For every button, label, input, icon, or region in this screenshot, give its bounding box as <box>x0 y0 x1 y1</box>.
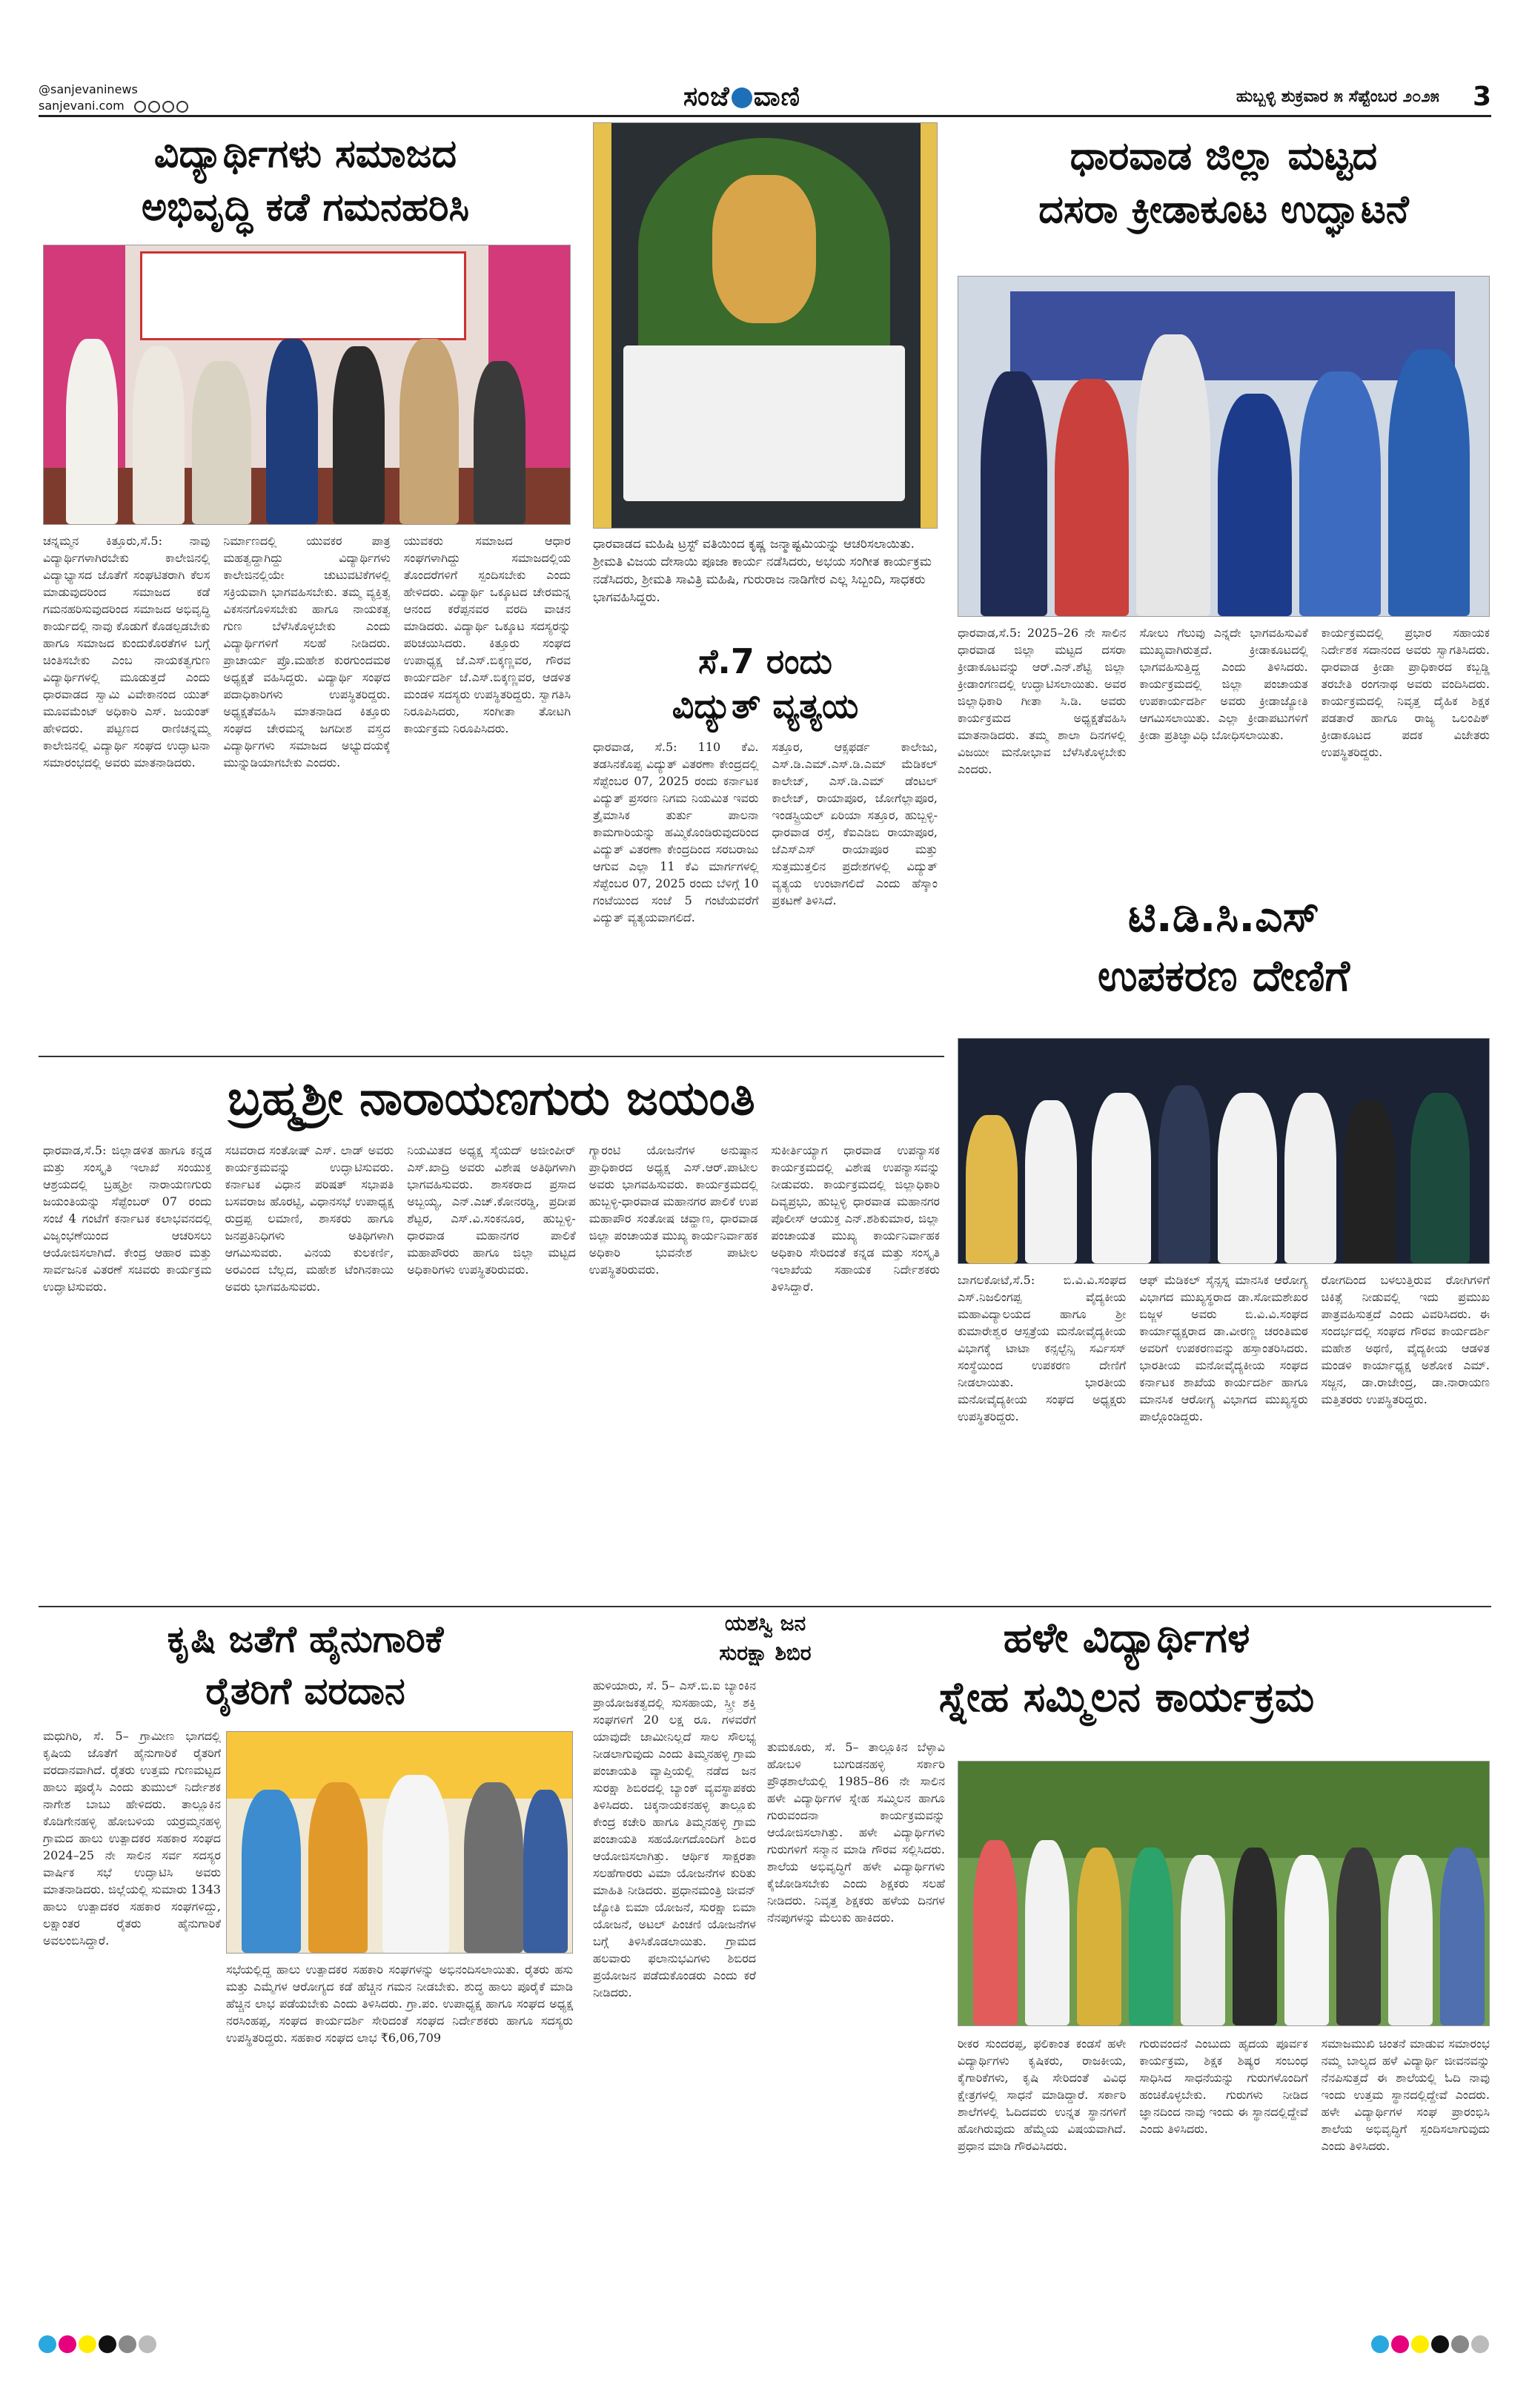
registration-dot <box>1431 2335 1449 2353</box>
registration-dot <box>1411 2335 1429 2353</box>
story6-col4: ಗ್ಯಾರಂಟಿ ಯೋಜನೆಗಳ ಅನುಷ್ಠಾನ ಪ್ರಾಧಿಕಾರದ ಅಧ್ಯಕ್ಷ ಎಸ್.ಆರ್.ಪಾಟೀಲ ಅವರು ಭಾಗವಹಿಸುವರು. ಕಾರ್ಯಕ್ರಮದಲ್ಲಿ ಹುಬ್ಬಳ್ಳಿ-ಧಾರವಾಡ ಮಹಾನಗರ ಪಾಲಿಕೆ ಉಪ ಮಹಾಪೌರ ಸಂತೋಷ ಚವ್ಹಾಣ, ಧಾರವಾಡ ಜಿಲ್ಲಾ ಪಂಚಾಯತ ಮುಖ್ಯ ಕಾರ್ಯನಿರ್ವಾಹಕ ಅಧಿಕಾರಿ ಭುವನೇಶ ಪಾಟೀಲ ಉಪಸ್ಥಿತರಿರುವರು. <box>588 1143 758 1277</box>
story9-col2: ರೀಕರ ಸುಂದರಪ್ಪ, ಫಲಿಕಾಂತ ಕಂಡಸೆ ಹಳೇ ವಿದ್ಯಾರ್ಥಿಗಳು ಕೃಷಿಕರು, ರಾಜಕೀಯ, ಕೈಗಾರಿಕೆಗಳು, ಕೃಷಿ ಸೇರಿದಂತೆ ವಿವಿಧ ಕ್ಷೇತ್ರಗಳಲ್ಲಿ ಸಾಧನೆ ಮಾಡಿದ್ದಾರೆ. ಸರ್ಕಾರಿ ಶಾಲೆಗಳಲ್ಲಿ ಓದಿದವರು ಉನ್ನತ ಸ್ಥಾನಗಳಿಗೆ ಹೋಗಿರುವುದು ಹೆಮ್ಮೆಯ ವಿಷಯವಾಗಿದೆ. ಪ್ರಧಾನ ಮಾಡಿ ಗೌರವಿಸಿದರು. <box>958 2037 1127 2153</box>
divider <box>39 1606 1491 1607</box>
story9-col1: ತುಮಕೂರು, ಸೆ. 5– ತಾಲ್ಲೂಕಿನ ಬೆಳ್ಳಾವಿ ಹೋಬಳಿ ಬುಗುಡನಹಳ್ಳಿ ಸರ್ಕಾರಿ ಪ್ರೌಢಶಾಲೆಯಲ್ಲಿ 1985–86 ನೇ ಸಾಲಿನ ಹಳೇ ವಿದ್ಯಾರ್ಥಿಗಳ ಸ್ನೇಹ ಸಮ್ಮಿಲನ ಹಾಗೂ ಗುರುವಂದನಾ ಕಾರ್ಯಕ್ರಮವನ್ನು ಆಯೋಜಿಸಲಾಗಿತ್ತು. ಹಳೇ ವಿದ್ಯಾರ್ಥಿಗಳು ಗುರುಗಳಿಗೆ ಸನ್ಮಾನ ಮಾಡಿ ಗೌರವ ಸಲ್ಲಿಸಿದರು. ಶಾಲೆಯ ಅಭಿವೃದ್ಧಿಗೆ ಹಳೇ ವಿದ್ಯಾರ್ಥಿಗಳು ಕೈಜೋಡಿಸಬೇಕು ಎಂದು ಶಿಕ್ಷಕರು ಸಲಹೆ ನೀಡಿದರು. ನಿವೃತ್ತ ಶಿಕ್ಷಕರು ಹಳೆಯ ದಿನಗಳ ನೆನಪುಗಳನ್ನು ಮೆಲುಕು ಹಾಕಿದರು. <box>767 1740 945 1925</box>
headline-dasara-sports: ಧಾರವಾಡ ಜಿಲ್ಲಾ ಮಟ್ಟದ ದಸರಾ ಕ್ರೀಡಾಕೂಟ ಉದ್ಘಾಟನೆ <box>1038 134 1409 232</box>
photo-dasara-sports <box>958 276 1490 617</box>
registration-dot <box>79 2335 96 2353</box>
globe-icon <box>732 87 752 108</box>
registration-dot <box>99 2335 116 2353</box>
story3-col1: ಧಾರವಾಡ, ಸೆ.5: 110 ಕೆವಿ. ತಡಸಿನಕೊಪ್ಪ ವಿದ್ಯುತ್ ವಿತರಣಾ ಕೇಂದ್ರದಲ್ಲಿ ಸೆಪ್ಟೆಂಬರ 07, 2025 ರಂದು ಕರ್ನಾಟಕ ವಿದ್ಯುತ್ ಪ್ರಸರಣ ನಿಗಮ ನಿಯಮಿತ ಇವರು ತ್ರೈಮಾಸಿಕ ತುರ್ತು ಪಾಲನಾ ಕಾಮಗಾರಿಯನ್ನು ಹಮ್ಮಿಕೊಂಡಿರುವುದರಿಂದ ವಿದ್ಯುತ್ ವಿತರಣಾ ಕೇಂದ್ರದಿಂದ ಸರಬರಾಜು ಆಗುವ ಎಲ್ಲಾ 11 ಕೆವಿ ಮಾರ್ಗಗಳಲ್ಲಿ ಸೆಪ್ಟೆಂಬರ 07, 2025 ರಂದು ಬೆಳಿಗ್ಗೆ 10 ಗಂಟೆಯಿಂದ ಸಂಜೆ 5 ಗಂಟೆಯವರೆಗೆ ವಿದ್ಯುತ್ ವ್ಯತ್ಯಯವಾಗಲಿದೆ. <box>593 740 759 924</box>
registration-dot <box>1371 2335 1389 2353</box>
story4-col1: ಧಾರವಾಡ,ಸೆ.5: 2025–26 ನೇ ಸಾಲಿನ ಧಾರವಾಡ ಜಿಲ್ಲಾ ಮಟ್ಟದ ದಸರಾ ಕ್ರೀಡಾಕೂಟವನ್ನು ಆರ್.ಎನ್.ಶೆಟ್ಟಿ ಜಿಲ್ಲಾ ಕ್ರೀಡಾಂಗಣದಲ್ಲಿ ಉದ್ಘಾಟಿಸಲಾಯಿತು. ಅವರ ಜಿಲ್ಲಾಧಿಕಾರಿ ಗೀತಾ ಸಿ.ಡಿ. ಅವರು ಕಾರ್ಯಕ್ರಮದ ಅಧ್ಯಕ್ಷತೆವಹಿಸಿ ಮಾತನಾಡಿದರು. ತಮ್ಮ ಶಾಲಾ ದಿನಗಳಲ್ಲಿ ವಿಜಯೀ ಮನೋಭಾವ ಬೆಳೆಸಿಕೊಳ್ಳಬೇಕು ಎಂದರು. <box>958 626 1127 776</box>
social-icons <box>134 98 190 114</box>
story3-col2: ಸತ್ತೂರ, ಆಕ್ಸಫರ್ಡ ಕಾಲೇಜು, ಎಸ್.ಡಿ.ಎಮ್.ಎಸ್.ಡಿ.ಎಮ್ ಮೆಡಿಕಲ್ ಕಾಲೇಜ್, ಎಸ್.ಡಿ.ಎಮ್ ಡೆಂಟಲ್ ಕಾಲೇಜ್, ರಾಯಾಪೂರ, ಜೋಗೆಲ್ಲಾಪೂರ, ಇಂಡಸ್ಟ್ರಿಯಲ್ ಏರಿಯಾ ಸತ್ತೂರ, ಹುಬ್ಬಳ್ಳಿ-ಧಾರವಾಡ ರಸ್ತೆ, ಕೆಐಎಡಿಬಿ ರಾಯಾಪೂರ, ಜೆಎಸ್ಎಸ್ ರಾಯಾಪೂರ ಮತ್ತು ಸುತ್ತಮುತ್ತಲಿನ ಪ್ರದೇಶಗಳಲ್ಲಿ ವಿದ್ಯುತ್ ವ್ಯತ್ಯಯ ಉಂಟಾಗಲಿದೆ ಎಂದು ಹೆಸ್ಕಾಂ ಪ್ರಕಟಣೆ ತಿಳಿಸಿದೆ. <box>772 740 938 907</box>
photo-students-event <box>43 245 571 525</box>
dateline: ಹುಬ್ಬಳ್ಳಿ ಶುಕ್ರವಾರ ೫ ಸೆಪ್ಟೆಂಬರ ೨೦೨೫ <box>1236 87 1439 106</box>
story5-body <box>958 1271 1490 1598</box>
headline-power-outage: ಸೆ.7 ರಂದು ವಿದ್ಯುತ್ ವ್ಯತ್ಯಯ <box>672 641 859 726</box>
masthead-left <box>39 82 190 114</box>
page-number: 3 <box>1472 82 1491 112</box>
story3-body <box>593 738 938 1050</box>
registration-dot <box>59 2335 76 2353</box>
story6-col2: ಸಚಿವರಾದ ಸಂತೋಷ್ ಎಸ್. ಲಾಡ್ ಅವರು ಕಾರ್ಯಕ್ರಮವನ್ನು ಉದ್ಘಾಟಿಸುವರು. ಕರ್ನಾಟಕ ವಿಧಾನ ಪರಿಷತ್ ಸಭಾಪತಿ ಬಸವರಾಜ ಹೊರಟ್ಟಿ, ವಿಧಾನಸಭೆ ಉಪಾಧ್ಯಕ್ಷ ರುದ್ರಪ್ಪ ಲಮಾಣಿ, ಶಾಸಕರು ಹಾಗೂ ಜನಪ್ರತಿನಿಧಿಗಳು ಅತಿಥಿಗಳಾಗಿ ಆಗಮಿಸುವರು. ವಿನಯ ಕುಲಕರ್ಣಿ, ಅರವಿಂದ ಬೆಲ್ಲದ, ಮಹೇಶ ಟೆಂಗಿನಕಾಯಿ ಅವರು ಭಾಗವಹಿಸುವರು. <box>225 1143 394 1294</box>
color-bar-right <box>1371 2335 1491 2356</box>
photo-alumni-group <box>958 1761 1490 2026</box>
story9-body <box>958 2035 1490 2328</box>
masthead <box>39 82 1491 117</box>
story6-col5: ಸುಕೀರ್ತಿಯ್ಯಾಗ ಧಾರವಾಡ ಉಪನ್ಯಾಸಕ ಕಾರ್ಯಕ್ರಮದಲ್ಲಿ ವಿಶೇಷ ಉಪನ್ಯಾಸವನ್ನು ನೀಡುವರು. ಕಾರ್ಯಕ್ರಮದಲ್ಲಿ ಜಿಲ್ಲಾಧಿಕಾರಿ ದಿವ್ಯಪ್ರಭು, ಹುಬ್ಬಳ್ಳಿ ಧಾರವಾಡ ಮಹಾನಗರ ಪೊಲೀಸ್ ಆಯುಕ್ತ ಎನ್.ಶಶಿಕುಮಾರ, ಜಿಲ್ಲಾ ಪಂಚಾಯತ ಮುಖ್ಯ ಕಾರ್ಯನಿರ್ವಾಹಕ ಅಧಿಕಾರಿ ಸೇರಿದಂತೆ ಕನ್ನಡ ಮತ್ತು ಸಂಸ್ಕೃತಿ ಇಲಾಖೆಯ ಸಹಾಯಕ ನಿರ್ದೇಶಕರು ತಿಳಿಸಿದ್ದಾರೆ. <box>771 1143 940 1294</box>
story1-body <box>43 532 571 1051</box>
headline-alumni-meet: ಹಳೇ ವಿದ್ಯಾರ್ಥಿಗಳ ಸ್ನೇಹ ಸಮ್ಮಿಲನ ಕಾರ್ಯಕ್ರಮ <box>938 1614 1315 1721</box>
stage-banner <box>140 251 466 340</box>
newspaper-logo: ಸಂಜೆ ವಾಣಿ <box>683 82 801 112</box>
story6-col3: ನಿಯಮಿತದ ಅಧ್ಯಕ್ಷ ಸೈಯದ್ ಅಜೀಂಪೀರ್ ಎಸ್.ಖಾದ್ರಿ ಅವರು ವಿಶೇಷ ಅತಿಥಿಗಳಾಗಿ ಭಾಗವಹಿಸುವರು. ಶಾಸಕರಾದ ಪ್ರಸಾದ ಅಬ್ಬಯ್ಯ, ಎನ್.ಎಚ್.ಕೋನರಡ್ಡಿ, ಪ್ರದೀಪ ಶೆಟ್ಟರ, ಎಸ್.ವಿ.ಸಂಕನೂರ, ಹುಬ್ಬಳ್ಳಿ-ಧಾರವಾಡ ಮಹಾನಗರ ಪಾಲಿಕೆ ಮಹಾಪೌರರು ಹಾಗೂ ಜಿಲ್ಲಾ ಮಟ್ಟದ ಅಧಿಕಾರಿಗಳು ಉಪಸ್ಥಿತರಿರುವರು. <box>407 1143 576 1277</box>
color-bar-left <box>39 2335 159 2356</box>
registration-dot <box>119 2335 136 2353</box>
story7-caption: ಸಭೆಯಲ್ಲಿದ್ದ ಹಾಲು ಉತ್ಪಾದಕರ ಸಹಕಾರಿ ಸಂಘಗಳನ್ನು ಅಭಿನಂದಿಸಲಾಯಿತು. ರೈತರು ಹಸು ಮತ್ತು ಎಮ್ಮೆಗಳ ಆರೋಗ್ಯದ ಕಡೆ ಹೆಚ್ಚಿನ ಗಮನ ನೀಡಬೇಕು. ಶುದ್ಧ ಹಾಲು ಪೂರೈಕೆ ಮಾಡಿ ಹೆಚ್ಚಿನ ಲಾಭ ಪಡೆಯಬೇಕು ಎಂದು ತಿಳಿಸಿದರು. ಗ್ರಾ.ಪಂ. ಉಪಾಧ್ಯಕ್ಷ ಹಾಗೂ ಸಂಘದ ಅಧ್ಯಕ್ಷ ನರಸಿಂಹಪ್ಪ, ಸಂಘದ ಕಾರ್ಯದರ್ಶಿ ಸೇರಿದಂತೆ ಸಂಘದ ನಿರ್ದೇಶಕರು ಹಾಗೂ ಸದಸ್ಯರು ಉಪಸ್ಥಿತರಿದ್ದರು. ಸಹಕಾರ ಸಂಘದ ಲಾಭ ₹6,06,709 <box>226 1962 573 2045</box>
divider <box>39 1056 944 1057</box>
photo-tcs-donation <box>958 1038 1490 1264</box>
social-handle[interactable]: @sanjevaninews <box>39 82 138 96</box>
registration-dot <box>139 2335 156 2353</box>
headline-students-society: ವಿದ್ಯಾರ್ಥಿಗಳು ಸಮಾಜದ ಅಭಿವೃದ್ಧಿ ಕಡೆ ಗಮನಹರಿಸಿ <box>141 132 470 230</box>
story4-body <box>958 624 1490 869</box>
story1-col1: ಚನ್ನಮ್ಮನ ಕಿತ್ತೂರು,ಸೆ.5: ನಾವು ವಿದ್ಯಾರ್ಥಿಗಳಾಗಿರಬೇಕು ಕಾಲೇಜಿನಲ್ಲಿ ವಿದ್ಯಾಭ್ಯಾಸದ ಜೊತೆಗೆ ಸಂಘಟಿತರಾಗಿ ಕೆಲಸ ಮಾಡುವುದರಿಂದ ಸಮಾಜದ ಕಡೆ ಗಮನಹರಿಸುವುದರಿಂದ ಸಮಾಜದ ಅಭಿವೃದ್ಧಿ ಕಾರ್ಯದಲ್ಲಿ ನಾವು ಕೊಡುಗೆ ಕೊಡಲ್ಪಡಬೇಕು ಹಾಗೂ ಸಮಾಜದ ಕುಂದುಕೊರತೆಗಳ ಬಗ್ಗೆ ಚಿಂತಿಸಬೇಕು ಎಂಬ ನಾಯಕತ್ವಗುಣ ವಿದ್ಯಾರ್ಥಿಗಳಲ್ಲಿ ಮೂಡುತ್ತದೆ ಎಂದು ಧಾರವಾಡದ ಸ್ವಾಮಿ ವಿವೇಕಾನಂದ ಯುತ್ ಮೂವಮೆಂಟ್ ಅಧಿಕಾರಿ ಎಸ್. ಜಯಂತ್ ಹೇಳಿದರು. ಪಟ್ಟಣದ ರಾಣಿಚನ್ನಮ್ಮ ಕಾಲೇಜಿನಲ್ಲಿ ವಿದ್ಯಾರ್ಥಿ ಸಂಘದ ಉದ್ಘಾಟನಾ ಸಮಾರಂಭದಲ್ಲಿ ಅವರು ಮಾತನಾಡಿದರು. <box>43 534 210 770</box>
story9-col4: ಸಮಾಜಮುಖಿ ಚಿಂತನೆ ಮಾಡುವ ಸಮಾರಂಭ ನಮ್ಮ ಬಾಲ್ಯದ ಹಳೆ ವಿದ್ಯಾರ್ಥಿ ಜೀವನವನ್ನು ನೆನಪಿಸುತ್ತದೆ ಈ ಶಾಲೆಯಲ್ಲಿ ಓದಿ ನಾವು ಇಂದು ಉತ್ತಮ ಸ್ಥಾನದಲ್ಲಿದ್ದೇವೆ ಎಂದರು. ಹಳೇ ವಿದ್ಯಾರ್ಥಿಗಳ ಸಂಘ ಪ್ರಾರಂಭಿಸಿ ಶಾಲೆಯ ಅಭಿವೃದ್ಧಿಗೆ ಸ್ಪಂದಿಸಲಾಗುವುದು ಎಂದು ತಿಳಿಸಿದರು. <box>1321 2037 1490 2153</box>
story6-col1: ಧಾರವಾಡ,ಸೆ.5: ಜಿಲ್ಲಾಡಳಿತ ಹಾಗೂ ಕನ್ನಡ ಮತ್ತು ಸಂಸ್ಕೃತಿ ಇಲಾಖೆ ಸಂಯುಕ್ತ ಆಶ್ರಯದಲ್ಲಿ ಬ್ರಹ್ಮಶ್ರೀ ನಾರಾಯಣಗುರು ಜಯಂತಿಯನ್ನು ಸೆಪ್ಟೆಂಬರ್ 07 ರಂದು ಸಂಜೆ 4 ಗಂಟೆಗೆ ಕರ್ನಾಟಕ ಕಲಾಭವನದಲ್ಲಿ ವಿಜೃಂಭಣೆಯಿಂದ ಆಚರಿಸಲು ಆಯೋಜಿಸಲಾಗಿದೆ. ಕೇಂದ್ರ ಆಹಾರ ಮತ್ತು ಸಾರ್ವಜನಿಕ ವಿತರಣೆ ಸಚಿವರು ಕಾರ್ಯಕ್ರಮ ಉದ್ಘಾಟಿಸುವರು. <box>43 1143 212 1294</box>
photo-dairy-meeting <box>226 1731 573 1954</box>
photo-krishna-janmashtami <box>593 122 938 529</box>
story5-col2: ಆಫ್ ಮೆಡಿಕಲ್ ಸೈನ್ಸಸ್ನ ಮಾನಸಿಕ ಆರೋಗ್ಯ ವಿಭಾಗದ ಮುಖ್ಯಸ್ಥರಾದ ಡಾ.ಸೋಮಶೇಖರ ಬಿಜ್ಜಳ ಅವರು ಬಿ.ವಿ.ವಿ.ಸಂಘದ ಕಾರ್ಯಾಧ್ಯಕ್ಷರಾದ ಡಾ.ವೀರಣ್ಣ ಚರಂತಿಮಠ ಅವರಿಗೆ ಉಪಕರಣವನ್ನು ಹಸ್ತಾಂತರಿಸಿದರು. ಭಾರತೀಯ ಮನೋವೈದ್ಯಕೀಯ ಸಂಘದ ಕರ್ನಾಟಕ ಶಾಖೆಯ ಕಾರ್ಯದರ್ಶಿ ಹಾಗೂ ಮಾನಸಿಕ ಆರೋಗ್ಯ ವಿಭಾಗದ ಮುಖ್ಯಸ್ಥರು ಪಾಲ್ಗೊಂಡಿದ್ದರು. <box>1139 1273 1308 1423</box>
headline-narayanaguru-jayanti: ಬ್ರಹ್ಮಶ್ರೀ ನಾರಾಯಣಗುರು ಜಯಂತಿ <box>228 1071 755 1126</box>
caption-janmashtami: ಧಾರವಾಡದ ಮಹಿಷಿ ಟ್ರಸ್ಟ್ ವತಿಯಿಂದ ಕೃಷ್ಣ ಜನ್ಮಾಷ್ಟಮಿಯನ್ನು ಆಚರಿಸಲಾಯಿತು. ಶ್ರೀಮತಿ ವಿಜಯ ದೇಸಾಯಿ ಪೂಜಾ ಕಾರ್ಯ ನಡೆಸಿದರು, ಅಭಯ ಸಂಗೀತ ಕಾರ್ಯಕ್ರಮ ನಡೆಸಿದರು, ಶ್ರೀಮತಿ ಸಾವಿತ್ರಿ ಮಹಿಷಿ, ಗುರುರಾಜ ನಾಡಿಗೇರ ಎಲ್ಲ ಸಿಬ್ಬಂದಿ, ಸಾಧಕರು ಭಾಗವಹಿಸಿದ್ದರು. <box>593 537 932 605</box>
website-link[interactable]: sanjevani.com <box>39 99 125 113</box>
registration-dot <box>1471 2335 1489 2353</box>
story4-col3: ಕಾರ್ಯಕ್ರಮದಲ್ಲಿ ಪ್ರಭಾರ ಸಹಾಯಕ ನಿರ್ದೇಶಕ ಸದಾನಂದ ಅವರು ಸ್ವಾಗತಿಸಿದರು. ಧಾರವಾಡ ಕ್ರೀಡಾ ಪ್ರಾಧಿಕಾರದ ಕಬ್ಬಡ್ಡಿ ತರಬೇತಿ ರಂಗನಾಥ ಅವರು ವಂದಿಸಿದರು. ಕಾರ್ಯಕ್ರಮದಲ್ಲಿ ನಿವೃತ್ತ ದೈಹಿಕ ಶಿಕ್ಷಕ ಪಡತಾರೆ ಹಾಗೂ ರಾಜ್ಯ ಒಲಂಪಿಕ್ ಕ್ರೀಡಾಕೂಟದ ಪದಕ ವಿಜೇತರು ಉಪಸ್ಥಿತರಿದ್ದರು. <box>1321 626 1490 759</box>
stage-banner <box>1010 291 1455 380</box>
footer-registration-marks <box>39 2335 1491 2365</box>
instagram-icon[interactable] <box>162 101 174 113</box>
story1-col3: ಯುವಕರು ಸಮಾಜದ ಆಧಾರ ಸಂಘಗಳಾಗಿದ್ದು ಸಮಾಜದಲ್ಲಿಯ ತೊಂದರೆಗಳಿಗೆ ಸ್ಪಂದಿಸಬೇಕು ಎಂದು ಹೇಳಿದರು. ವಿದ್ಯಾರ್ಥಿ ಒಕ್ಕೂಟದ ಚೇರಮನ್ನ ಆನಂದ ಕರೆಪ್ಪನವರ ವರದಿ ವಾಚನ ಮಾಡಿದರು. ವಿದ್ಯಾರ್ಥಿ ಒಕ್ಕೂಟ ಸದಸ್ಯರನ್ನು ಪರಿಚಯಿಸಿದರು. ಕಿತ್ತೂರು ಸಂಘದ ಉಪಾಧ್ಯಕ್ಷ ಜೆ.ಎಸ್.ಬಿಕ್ಕಣ್ಣವರ, ಗೌರವ ಕಾರ್ಯದರ್ಶಿ ಜೆ.ಎಸ್.ಬಿಕ್ಕಣ್ಣವರ, ಆಡಳಿತ ಮಂಡಳಿ ಸದಸ್ಯರು ಉಪಸ್ಥಿತರಿದ್ದರು. ಸ್ವಾಗತಿಸಿ ನಿರೂಪಿಸಿದರು, ಸಂಗೀತಾ ತೋಟಗಿ ಕಾರ್ಯಕ್ರಮ ನಿರೂಪಿಸಿದರು. <box>403 534 571 735</box>
registration-dot <box>1391 2335 1409 2353</box>
story5-col3: ರೋಗದಿಂದ ಬಳಲುತ್ತಿರುವ ರೋಗಿಗಳಿಗೆ ಚಿಕಿತ್ಸೆ ನೀಡುವಲ್ಲಿ ಇದು ಪ್ರಮುಖ ಪಾತ್ರವಹಿಸುತ್ತದೆ ಎಂದು ವಿವರಿಸಿದರು. ಈ ಸಂದರ್ಭದಲ್ಲಿ ಸಂಘದ ಗೌರವ ಕಾರ್ಯದರ್ಶಿ ಮಹೇಶ ಅಥಣಿ, ವೈದ್ಯಕೀಯ ಆಡಳಿತ ಮಂಡಳಿ ಕಾರ್ಯಾಧ್ಯಕ್ಷ ಅಶೋಕ ಎಮ್. ಸಜ್ಜನ, ಡಾ.ರಾಜೇಂದ್ರ, ಡಾ.ನಾರಾಯಣ ಮತ್ತಿತರರು ಉಪಸ್ಥಿತರಿದ್ದರು. <box>1321 1273 1490 1406</box>
twitter-icon[interactable] <box>148 101 160 113</box>
headline-tcs-donation: ಟಿ.ಡಿ.ಸಿ.ಎಸ್ ಉಪಕರಣ ದೇಣಿಗೆ <box>1097 891 1350 1001</box>
story4-col2: ಸೋಲು ಗೆಲುವು ಎನ್ನದೇ ಭಾಗವಹಿಸುವಿಕೆ ಮುಖ್ಯವಾಗಿರುತ್ತದೆ. ಕ್ರೀಡಾಕೂಟದಲ್ಲಿ ಭಾಗವಹಿಸುತ್ತಿದ್ದ ಎಂದು ತಿಳಿಸಿದರು. ಕಾರ್ಯಕ್ರಮದಲ್ಲಿ ಜಿಲ್ಲಾ ಪಂಚಾಯತ ಉಪಕಾರ್ಯದರ್ಶಿ ಅವರು ಕ್ರೀಡಾಜ್ಯೋತಿ ಆಗಮಿಸಲಾಯಿತು. ಎಲ್ಲಾ ಕ್ರೀಡಾಪಟುಗಳಿಗೆ ಕ್ರೀಡಾ ಪ್ರತಿಜ್ಞಾವಿಧಿ ಬೋಧಿಸಲಾಯಿತು. <box>1139 626 1308 742</box>
story8-col1: ಹುಳಿಯಾರು, ಸೆ. 5– ಎಸ್.ಬಿ.ಐ ಬ್ಯಾಂಕಿನ ಪ್ರಾಯೋಜಕತ್ವದಲ್ಲಿ ಸುಸಹಾಯ, ಸ್ತ್ರೀ ಶಕ್ತಿ ಸಂಘಗಳಿಗೆ 20 ಲಕ್ಷ ರೂ. ಗಳವರೆಗೆ ಯಾವುದೇ ಜಾಮೀನಿಲ್ಲದೆ ಸಾಲ ಸೌಲಭ್ಯ ನೀಡಲಾಗುವುದು ಎಂದು ತಿಮ್ಮನಹಳ್ಳಿ ಗ್ರಾಮ ಪಂಚಾಯತಿ ವ್ಯಾಪ್ತಿಯಲ್ಲಿ ನಡೆದ ಜನ ಸುರಕ್ಷಾ ಶಿಬಿರದಲ್ಲಿ ಬ್ಯಾಂಕ್ ವ್ಯವಸ್ಥಾಪಕರು ತಿಳಿಸಿದರು. ಚಿಕ್ಕನಾಯಕನಹಳ್ಳಿ ತಾಲ್ಲೂಕು ಕೇಂದ್ರ ಕಚೇರಿ ಹಾಗೂ ತಿಮ್ಮನಹಳ್ಳಿ ಗ್ರಾಮ ಪಂಚಾಯತಿ ಸಹಯೋಗದೊಂದಿಗೆ ಶಿಬಿರ ಆಯೋಜಿಸಲಾಗಿತ್ತು. ಆರ್ಥಿಕ ಸಾಕ್ಷರತಾ ಸಲಹೆಗಾರರು ವಿಮಾ ಯೋಜನೆಗಳ ಕುರಿತು ಮಾಹಿತಿ ನೀಡಿದರು. ಪ್ರಧಾನಮಂತ್ರಿ ಜೀವನ್ ಜ್ಯೋತಿ ಬಿಮಾ ಯೋಜನೆ, ಸುರಕ್ಷಾ ಬಿಮಾ ಯೋಜನೆ, ಅಟಲ್ ಪಿಂಚಣಿ ಯೋಜನೆಗಳ ಬಗ್ಗೆ ತಿಳಿಸಿಕೊಡಲಾಯಿತು. ಗ್ರಾಮದ ಹಲವಾರು ಫಲಾನುಭವಿಗಳು ಶಿಬಿರದ ಪ್ರಯೋಜನ ಪಡೆದುಕೊಂಡರು ಎಂದು ಕರೆ ನೀಡಿದರು. <box>593 1678 756 2000</box>
youtube-icon[interactable] <box>176 101 188 113</box>
story5-col1: ಬಾಗಲಕೋಟೆ,ಸೆ.5: ಬಿ.ವಿ.ವಿ.ಸಂಘದ ಎಸ್.ನಿಜಲಿಂಗಪ್ಪ ವೈದ್ಯಕೀಯ ಮಹಾವಿದ್ಯಾಲಯದ ಹಾಗೂ ಶ್ರೀ ಕುಮಾರೇಶ್ವರ ಆಸ್ಪತ್ರೆಯ ಮನೋವೈದ್ಯಕೀಯ ವಿಭಾಗಕ್ಕೆ ಟಾಟಾ ಕನ್ಸಲ್ಟೆನ್ಸಿ ಸರ್ವಿಸಸ್ ಸಂಸ್ಥೆಯಿಂದ ಉಪಕರಣ ದೇಣಿಗೆ ನೀಡಲಾಯಿತು. ಭಾರತೀಯ ಮನೋವೈದ್ಯಕೀಯ ಸಂಘದ ಅಧ್ಯಕ್ಷರು ಉಪಸ್ಥಿತರಿದ್ದರು. <box>958 1273 1127 1423</box>
story9-col3: ಗುರುವಂದನೆ ಎಂಬುದು ಹೃದಯ ಪೂರ್ವಕ ಕಾರ್ಯಕ್ರಮ, ಶಿಕ್ಷಕ ಶಿಷ್ಯರ ಸಂಬಂಧ ಸಾಧಿಸಿದ ಸಾಧನೆಯನ್ನು ಗುರುಗಳೊಂದಿಗೆ ಹಂಚಿಕೊಳ್ಳಬೇಕು. ಗುರುಗಳು ನೀಡಿದ ಜ್ಞಾನದಿಂದ ನಾವು ಇಂದು ಈ ಸ್ಥಾನದಲ್ಲಿದ್ದೇವೆ ಎಂದು ತಿಳಿಸಿದರು. <box>1139 2037 1308 2136</box>
registration-dot <box>39 2335 56 2353</box>
story1-col2: ನಿರ್ಮಾಣದಲ್ಲಿ ಯುವಕರ ಪಾತ್ರ ಮಹತ್ವದ್ದಾಗಿದ್ದು ವಿದ್ಯಾರ್ಥಿಗಳು ಕಾಲೇಜಿನಲ್ಲಿಯೇ ಚುಟುವಟಿಕೆಗಳಲ್ಲಿ ಸಕ್ರಿಯವಾಗಿ ಭಾಗವಹಿಸಬೇಕು. ತಮ್ಮ ವ್ಯಕ್ತಿತ್ವ ವಿಕಸನಗೊಳಿಸಬೇಕು ಹಾಗೂ ನಾಯಕತ್ವ ಗುಣ ಬೆಳೆಸಿಕೊಳ್ಳಬೇಕು ಎಂದು ವಿದ್ಯಾರ್ಥಿಗಳಿಗೆ ಸಲಹೆ ನೀಡಿದರು. ಪ್ರಾಚಾರ್ಯ ಪ್ರೊ.ಮಹೇಶ ಕುರಗುಂದಮಠ ಅಧ್ಯಕ್ಷತೆ ವಹಿಸಿದ್ದರು. ವಿದ್ಯಾರ್ಥಿ ಸಂಘದ ಪದಾಧಿಕಾರಿಗಳು ಉಪಸ್ಥಿತರಿದ್ದರು. ಅಧ್ಯಕ್ಷತೆವಹಿಸಿ ಮಾತನಾಡಿದ ಕಿತ್ತೂರು ಸಂಘದ ಚೇರಮನ್ನ ಜಗದೀಶ ವಸ್ತ್ರದ ವಿದ್ಯಾರ್ಥಿಗಳು ಸಮಾಜದ ಅಭ್ಯುದಯಕ್ಕೆ ಮುನ್ನುಡಿಯಾಗಬೇಕು ಎಂದರು. <box>223 534 391 770</box>
headline-jana-suraksha: ಯಶಸ್ವಿ ಜನ ಸುರಕ್ಷಾ ಶಿಬಿರ <box>719 1611 812 1665</box>
registration-dot <box>1451 2335 1469 2353</box>
story7-col1: ಮಧುಗಿರಿ, ಸೆ. 5– ಗ್ರಾಮೀಣ ಭಾಗದಲ್ಲಿ ಕೃಷಿಯ ಜೊತೆಗೆ ಹೈನುಗಾರಿಕೆ ರೈತರಿಗೆ ವರದಾನವಾಗಿದೆ. ರೈತರು ಉತ್ತಮ ಗುಣಮಟ್ಟದ ಹಾಲು ಪೂರೈಸಿ ಎಂದು ತುಮುಲ್ ನಿರ್ದೇಶಕ ನಾಗೇಶ ಬಾಬು ಹೇಳಿದರು. ತಾಲ್ಲೂಕಿನ ಕೊಡಿಗೇನಹಳ್ಳಿ ಹೋಬಳಿಯ ಯರ್ರಮ್ಮನಹಳ್ಳಿ ಗ್ರಾಮದ ಹಾಲು ಉತ್ಪಾದಕರ ಸಹಕಾರ ಸಂಘದ 2024–25 ನೇ ಸಾಲಿನ ಸರ್ವ ಸದಸ್ಯರ ವಾರ್ಷಿಕ ಸಭೆ ಉದ್ಘಾಟಿಸಿ ಅವರು ಮಾತನಾಡಿದರು. ಜಿಲ್ಲೆಯಲ್ಲಿ ಸುಮಾರು 1343 ಹಾಲು ಉತ್ಪಾದಕರ ಸಹಕಾರ ಸಂಘಗಳಿದ್ದು, ಲಕ್ಷಾಂತರ ರೈತರು ಹೈನುಗಾರಿಕೆ ಅವಲಂಬಿಸಿದ್ದಾರೆ. <box>43 1729 221 1948</box>
facebook-icon[interactable] <box>134 101 146 113</box>
headline-dairy-farming: ಕೃಷಿ ಜತೆಗೆ ಹೈನುಗಾರಿಕೆ ರೈತರಿಗೆ ವರದಾನ <box>167 1618 444 1713</box>
story6-body <box>43 1142 940 1601</box>
